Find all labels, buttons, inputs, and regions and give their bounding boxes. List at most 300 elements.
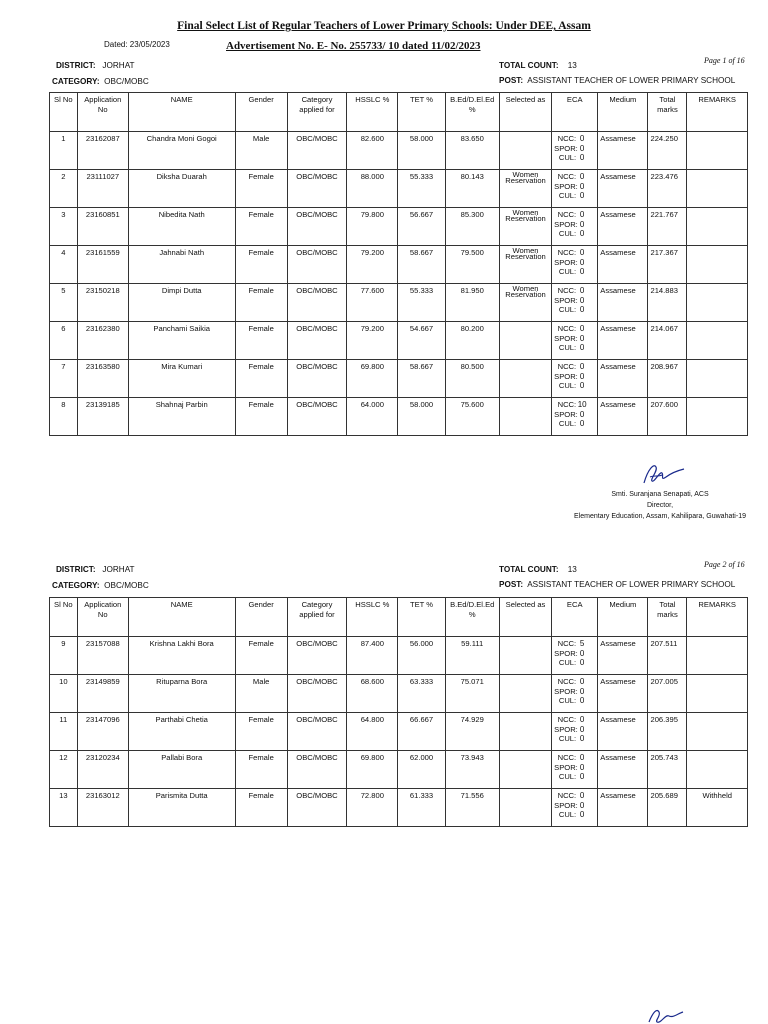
- eca-cell: [552, 675, 598, 713]
- eca-cell: [552, 246, 598, 284]
- bed-cell: 80.143: [445, 170, 499, 208]
- eca-cell: [552, 284, 598, 322]
- sl-no-cell: 13: [50, 789, 78, 827]
- remarks-cell: [687, 637, 748, 675]
- eca-cul-label: CUL:: [558, 658, 577, 667]
- selected-as-cell: [499, 751, 551, 789]
- column-header: B.Ed/D.El.Ed %: [445, 598, 499, 637]
- sl-no-cell: 5: [50, 284, 78, 322]
- name-cell: Panchami Saikia: [128, 322, 235, 360]
- total-count-value: 13: [567, 565, 577, 574]
- medium-cell: Assamese: [598, 637, 648, 675]
- selected-as-text: Women Reservation: [505, 208, 546, 223]
- bed-cell: 59.111: [445, 637, 499, 675]
- total-marks-cell: 214.067: [648, 322, 687, 360]
- eca-ncc-line: [554, 210, 595, 220]
- hsslc-cell: 68.600: [347, 675, 398, 713]
- eca-cul-value: 0: [579, 810, 585, 819]
- eca-cul-label: CUL:: [558, 229, 577, 238]
- eca-spor-value: 0: [579, 257, 585, 267]
- medium-cell: Assamese: [598, 170, 648, 208]
- gender-cell: Female: [235, 713, 287, 751]
- district-label: DISTRICT:: [56, 61, 96, 70]
- application-no-cell: 23162380: [77, 322, 128, 360]
- total-marks-cell: 207.600: [648, 398, 687, 436]
- hsslc-cell: 64.800: [347, 713, 398, 751]
- category-cell: OBC/MOBC: [287, 132, 346, 170]
- eca-cul-value: 0: [579, 658, 585, 667]
- eca-spor-line: [554, 220, 595, 230]
- gender-cell: Female: [235, 751, 287, 789]
- dated-text: Dated: 23/05/2023: [104, 40, 170, 49]
- hsslc-cell: 88.000: [347, 170, 398, 208]
- table-row: [50, 360, 748, 398]
- sl-no-cell: 12: [50, 751, 78, 789]
- category-cell: OBC/MOBC: [287, 675, 346, 713]
- category-cell: OBC/MOBC: [287, 360, 346, 398]
- eca-spor-value: 0: [579, 800, 585, 810]
- column-header: Total marks: [648, 598, 687, 637]
- eca-cul-value: 0: [579, 772, 585, 781]
- name-cell: Jahnabi Nath: [128, 246, 235, 284]
- eca-spor-label: SPOR:: [554, 181, 578, 191]
- medium-cell: Assamese: [598, 322, 648, 360]
- bed-cell: 85.300: [445, 208, 499, 246]
- eca-ncc-label: NCC:: [557, 715, 577, 724]
- eca-ncc-value: 0: [579, 715, 585, 724]
- eca-cell: [552, 713, 598, 751]
- tet-cell: 66.667: [398, 713, 445, 751]
- eca-ncc-value: 5: [579, 639, 585, 648]
- tet-cell: 56.000: [398, 637, 445, 675]
- eca-spor-value: 0: [579, 762, 585, 772]
- name-cell: Parismita Dutta: [128, 789, 235, 827]
- medium-cell: Assamese: [598, 713, 648, 751]
- eca-ncc-line: [554, 753, 595, 763]
- district-line: [56, 61, 135, 70]
- eca-spor-label: SPOR:: [554, 800, 578, 810]
- eca-cell: [552, 360, 598, 398]
- table-row: [50, 246, 748, 284]
- selected-as-text: Women Reservation: [505, 284, 546, 299]
- name-cell: Rituparna Bora: [128, 675, 235, 713]
- total-marks-cell: 207.005: [648, 675, 687, 713]
- total-marks-cell: 221.767: [648, 208, 687, 246]
- tet-cell: 61.333: [398, 789, 445, 827]
- remarks-cell: [687, 398, 748, 436]
- eca-spor-value: 0: [579, 143, 585, 153]
- application-no-cell: 23160851: [77, 208, 128, 246]
- eca-ncc-line: [554, 639, 595, 649]
- gender-cell: Female: [235, 360, 287, 398]
- selected-as-text: Women Reservation: [505, 170, 546, 185]
- eca-cul-line: [554, 419, 595, 429]
- eca-ncc-label: NCC:: [557, 753, 577, 762]
- hsslc-cell: 64.000: [347, 398, 398, 436]
- bed-cell: 73.943: [445, 751, 499, 789]
- remarks-cell: [687, 132, 748, 170]
- eca-ncc-label: NCC:: [557, 248, 577, 257]
- eca-cul-label: CUL:: [558, 153, 577, 162]
- gender-cell: Female: [235, 246, 287, 284]
- category-cell: OBC/MOBC: [287, 637, 346, 675]
- gender-cell: Female: [235, 284, 287, 322]
- application-no-cell: 23111027: [77, 170, 128, 208]
- category-cell: OBC/MOBC: [287, 322, 346, 360]
- signatory-designation: Director,: [646, 502, 674, 509]
- tet-cell: 58.000: [398, 132, 445, 170]
- name-cell: Chandra Moni Gogoi: [128, 132, 235, 170]
- eca-cell: [552, 637, 598, 675]
- eca-ncc-label: NCC:: [557, 362, 577, 371]
- table-header-row: [50, 598, 748, 637]
- eca-spor-label: SPOR:: [554, 333, 578, 343]
- eca-cul-label: CUL:: [558, 191, 577, 200]
- total-count-value: 13: [567, 61, 577, 70]
- category-line: [52, 77, 149, 86]
- eca-cul-line: [554, 734, 595, 744]
- eca-cul-value: 0: [579, 696, 585, 705]
- eca-spor-value: 0: [579, 295, 585, 305]
- column-header: TET %: [398, 598, 445, 637]
- hsslc-cell: 82.600: [347, 132, 398, 170]
- eca-spor-value: 0: [579, 371, 585, 381]
- eca-cul-label: CUL:: [558, 734, 577, 743]
- name-cell: Pallabi Bora: [128, 751, 235, 789]
- eca-spor-label: SPOR:: [554, 371, 578, 381]
- application-no-cell: 23163012: [77, 789, 128, 827]
- selected-as-cell: [499, 360, 551, 398]
- eca-spor-label: SPOR:: [554, 143, 578, 153]
- column-header: REMARKS: [687, 598, 748, 637]
- category-cell: OBC/MOBC: [287, 789, 346, 827]
- eca-ncc-line: [554, 715, 595, 725]
- post-line: [499, 76, 735, 85]
- eca-cul-value: 0: [579, 419, 585, 428]
- eca-cul-line: [554, 381, 595, 391]
- hsslc-cell: 79.200: [347, 322, 398, 360]
- eca-ncc-label: NCC:: [557, 210, 577, 219]
- column-header: Category applied for: [287, 93, 346, 132]
- total-marks-cell: 208.967: [648, 360, 687, 398]
- eca-ncc-label: NCC:: [557, 791, 577, 800]
- category-cell: OBC/MOBC: [287, 284, 346, 322]
- total-count-label: TOTAL COUNT:: [499, 565, 559, 574]
- bed-cell: 79.500: [445, 246, 499, 284]
- eca-ncc-label: NCC:: [557, 400, 577, 409]
- signature-icon: [645, 1004, 685, 1024]
- eca-ncc-value: 0: [579, 791, 585, 800]
- table-row: [50, 284, 748, 322]
- eca-ncc-line: [554, 172, 595, 182]
- remarks-cell: [687, 675, 748, 713]
- document-title: Final Select List of Regular Teachers of Lower Primary Schools: Under DEE, Assam: [177, 20, 591, 32]
- eca-cul-line: [554, 305, 595, 315]
- eca-cul-line: [554, 810, 595, 820]
- tet-cell: 62.000: [398, 751, 445, 789]
- eca-cell: [552, 170, 598, 208]
- eca-spor-line: [554, 649, 595, 659]
- eca-cul-label: CUL:: [558, 381, 577, 390]
- remarks-cell: [687, 713, 748, 751]
- eca-ncc-line: [554, 791, 595, 801]
- column-header: B.Ed/D.El.Ed %: [445, 93, 499, 132]
- eca-ncc-value: 0: [579, 248, 585, 257]
- table-row: [50, 675, 748, 713]
- eca-spor-line: [554, 296, 595, 306]
- district-label: DISTRICT:: [56, 565, 96, 574]
- eca-cul-line: [554, 343, 595, 353]
- table-row: [50, 751, 748, 789]
- sl-no-cell: 7: [50, 360, 78, 398]
- total-marks-cell: 205.743: [648, 751, 687, 789]
- district-value: JORHAT: [102, 565, 135, 574]
- eca-spor-label: SPOR:: [554, 409, 578, 419]
- application-no-cell: 23162087: [77, 132, 128, 170]
- eca-spor-line: [554, 258, 595, 268]
- eca-cell: [552, 132, 598, 170]
- eca-spor-label: SPOR:: [554, 257, 578, 267]
- selected-as-cell: [499, 675, 551, 713]
- column-header: Gender: [235, 93, 287, 132]
- remarks-cell: [687, 284, 748, 322]
- selected-as-cell: [499, 208, 551, 246]
- tet-cell: 56.667: [398, 208, 445, 246]
- category-cell: OBC/MOBC: [287, 170, 346, 208]
- eca-cul-label: CUL:: [558, 343, 577, 352]
- category-cell: OBC/MOBC: [287, 208, 346, 246]
- eca-spor-label: SPOR:: [554, 762, 578, 772]
- tet-cell: 55.333: [398, 284, 445, 322]
- eca-cul-label: CUL:: [558, 419, 577, 428]
- eca-ncc-line: [554, 286, 595, 296]
- sl-no-cell: 4: [50, 246, 78, 284]
- bed-cell: 83.650: [445, 132, 499, 170]
- remarks-cell: [687, 246, 748, 284]
- eca-cul-line: [554, 229, 595, 239]
- application-no-cell: 23161559: [77, 246, 128, 284]
- bed-cell: 81.950: [445, 284, 499, 322]
- post-label: POST:: [499, 76, 524, 85]
- total-marks-cell: 223.476: [648, 170, 687, 208]
- bed-cell: 74.929: [445, 713, 499, 751]
- eca-cul-line: [554, 772, 595, 782]
- selected-as-cell: [499, 132, 551, 170]
- table-row: [50, 208, 748, 246]
- gender-cell: Female: [235, 637, 287, 675]
- table-row: [50, 170, 748, 208]
- eca-ncc-label: NCC:: [557, 172, 577, 181]
- selected-as-text: Women Reservation: [505, 246, 546, 261]
- gender-cell: Female: [235, 398, 287, 436]
- eca-spor-label: SPOR:: [554, 295, 578, 305]
- eca-spor-line: [554, 410, 595, 420]
- eca-cul-line: [554, 153, 595, 163]
- tet-cell: 63.333: [398, 675, 445, 713]
- column-header: Total marks: [648, 93, 687, 132]
- eca-spor-label: SPOR:: [554, 648, 578, 658]
- selected-as-cell: [499, 637, 551, 675]
- hsslc-cell: 79.800: [347, 208, 398, 246]
- signature-icon: [640, 459, 688, 489]
- gender-cell: Female: [235, 170, 287, 208]
- eca-cul-line: [554, 658, 595, 668]
- eca-cul-value: 0: [579, 305, 585, 314]
- remarks-cell: [687, 751, 748, 789]
- gender-cell: Male: [235, 132, 287, 170]
- sl-no-cell: 1: [50, 132, 78, 170]
- advertisement-text: Advertisement No. E- No. 255733/ 10 dated 11/02/2023: [226, 40, 481, 52]
- gender-cell: Female: [235, 789, 287, 827]
- application-no-cell: 23163580: [77, 360, 128, 398]
- name-cell: Dimpi Dutta: [128, 284, 235, 322]
- column-header: Medium: [598, 598, 648, 637]
- eca-spor-label: SPOR:: [554, 219, 578, 229]
- eca-cell: [552, 398, 598, 436]
- eca-ncc-value: 0: [579, 172, 585, 181]
- post-value: ASSISTANT TEACHER OF LOWER PRIMARY SCHOOL: [527, 76, 736, 85]
- selected-as-cell: [499, 322, 551, 360]
- eca-cul-value: 0: [579, 734, 585, 743]
- page-number: Page 1 of 16: [704, 56, 745, 65]
- eca-ncc-value: 0: [579, 362, 585, 371]
- column-header: ECA: [552, 598, 598, 637]
- tet-cell: 58.667: [398, 246, 445, 284]
- bed-cell: 71.556: [445, 789, 499, 827]
- eca-ncc-line: [554, 362, 595, 372]
- eca-cul-label: CUL:: [558, 267, 577, 276]
- eca-cul-value: 0: [579, 381, 585, 390]
- category-cell: OBC/MOBC: [287, 398, 346, 436]
- hsslc-cell: 79.200: [347, 246, 398, 284]
- total-marks-cell: 224.250: [648, 132, 687, 170]
- eca-spor-value: 0: [579, 333, 585, 343]
- eca-ncc-label: NCC:: [557, 677, 577, 686]
- application-no-cell: 23139185: [77, 398, 128, 436]
- column-header: NAME: [128, 93, 235, 132]
- eca-ncc-value: 0: [579, 677, 585, 686]
- table-row: [50, 637, 748, 675]
- eca-spor-value: 0: [579, 648, 585, 658]
- medium-cell: Assamese: [598, 208, 648, 246]
- eca-ncc-value: 0: [579, 134, 585, 143]
- eca-cell: [552, 322, 598, 360]
- eca-cell: [552, 789, 598, 827]
- total-count-label: TOTAL COUNT:: [499, 61, 559, 70]
- eca-ncc-value: 0: [579, 753, 585, 762]
- selected-as-cell: [499, 170, 551, 208]
- remarks-cell: [687, 322, 748, 360]
- remarks-cell: [687, 208, 748, 246]
- column-header: Application No: [77, 93, 128, 132]
- sl-no-cell: 10: [50, 675, 78, 713]
- eca-cul-value: 0: [579, 153, 585, 162]
- bed-cell: 75.071: [445, 675, 499, 713]
- select-list-table: [49, 92, 748, 436]
- remarks-cell: [687, 360, 748, 398]
- total-marks-cell: 217.367: [648, 246, 687, 284]
- eca-spor-value: 0: [579, 219, 585, 229]
- select-list-table: [49, 597, 748, 827]
- eca-spor-line: [554, 144, 595, 154]
- eca-cul-value: 0: [579, 229, 585, 238]
- application-no-cell: 23157088: [77, 637, 128, 675]
- hsslc-cell: 72.800: [347, 789, 398, 827]
- eca-ncc-line: [554, 324, 595, 334]
- district-value: JORHAT: [102, 61, 135, 70]
- eca-cell: [552, 751, 598, 789]
- medium-cell: Assamese: [598, 789, 648, 827]
- eca-cul-value: 0: [579, 343, 585, 352]
- name-cell: Parthabi Chetia: [128, 713, 235, 751]
- category-label: CATEGORY:: [52, 581, 100, 590]
- page-number: Page 2 of 16: [704, 560, 745, 569]
- sl-no-cell: 11: [50, 713, 78, 751]
- eca-cul-line: [554, 696, 595, 706]
- post-line: [499, 580, 735, 589]
- eca-spor-value: 0: [579, 181, 585, 191]
- signatory-name: Smti. Suranjana Senapati, ACS: [611, 491, 709, 498]
- column-header: Selected as: [499, 93, 551, 132]
- category-label: CATEGORY:: [52, 77, 100, 86]
- eca-ncc-label: NCC:: [557, 639, 577, 648]
- eca-ncc-value: 0: [579, 324, 585, 333]
- column-header: ECA: [552, 93, 598, 132]
- application-no-cell: 23120234: [77, 751, 128, 789]
- eca-cul-label: CUL:: [558, 810, 577, 819]
- sl-no-cell: 3: [50, 208, 78, 246]
- tet-cell: 58.000: [398, 398, 445, 436]
- selected-as-cell: [499, 789, 551, 827]
- eca-ncc-value: 0: [579, 286, 585, 295]
- medium-cell: Assamese: [598, 360, 648, 398]
- table-header-row: [50, 93, 748, 132]
- total-marks-cell: 205.689: [648, 789, 687, 827]
- total-marks-cell: 207.511: [648, 637, 687, 675]
- eca-ncc-value: 0: [579, 210, 585, 219]
- hsslc-cell: 77.600: [347, 284, 398, 322]
- eca-cul-value: 0: [579, 267, 585, 276]
- total-marks-cell: 206.395: [648, 713, 687, 751]
- bed-cell: 80.500: [445, 360, 499, 398]
- column-header: Medium: [598, 93, 648, 132]
- bed-cell: 80.200: [445, 322, 499, 360]
- eca-spor-line: [554, 687, 595, 697]
- column-header: HSSLC %: [347, 93, 398, 132]
- eca-cul-label: CUL:: [558, 696, 577, 705]
- sl-no-cell: 8: [50, 398, 78, 436]
- category-line: [52, 581, 149, 590]
- medium-cell: Assamese: [598, 132, 648, 170]
- table-row: [50, 322, 748, 360]
- total-marks-cell: 214.883: [648, 284, 687, 322]
- signature-block: [560, 489, 760, 522]
- medium-cell: Assamese: [598, 284, 648, 322]
- eca-ncc-line: [554, 248, 595, 258]
- eca-spor-line: [554, 725, 595, 735]
- eca-cul-value: 0: [579, 191, 585, 200]
- sl-no-cell: 2: [50, 170, 78, 208]
- table-row: [50, 713, 748, 751]
- selected-as-cell: [499, 246, 551, 284]
- column-header: Gender: [235, 598, 287, 637]
- signatory-office: Elementary Education, Assam, Kahilipara, Guwahati-19: [574, 513, 746, 520]
- eca-spor-value: 0: [579, 686, 585, 696]
- table-row: [50, 789, 748, 827]
- category-value: OBC/MOBC: [104, 581, 149, 590]
- column-header: Selected as: [499, 598, 551, 637]
- eca-spor-line: [554, 801, 595, 811]
